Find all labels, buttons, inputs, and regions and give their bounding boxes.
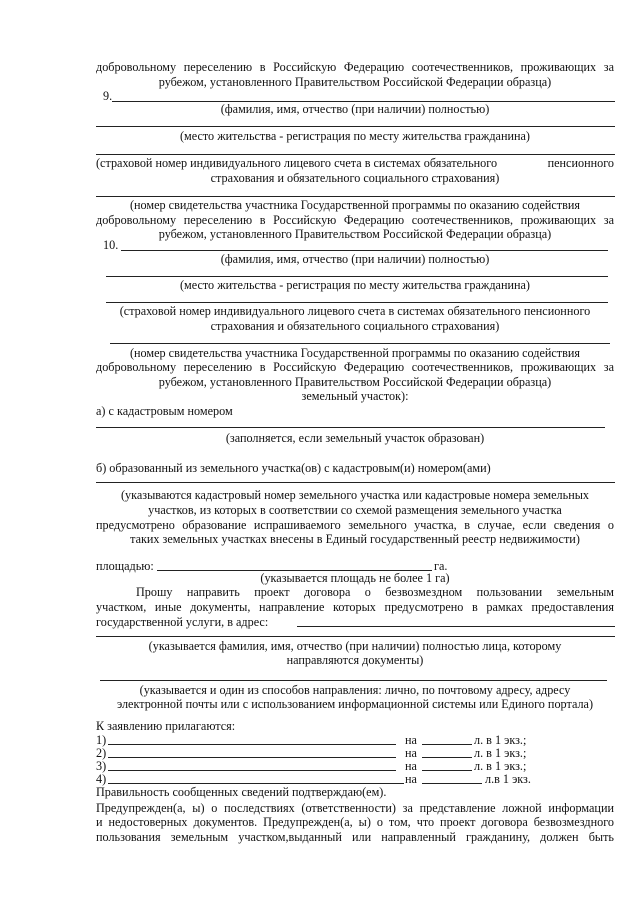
attachments-title: К заявлению прилагаются: [96,719,236,733]
option-b-label: б) образованный из земельного участка(ов) с кадастровым(и) номером(ами) [96,461,491,475]
fill-line-cadastral [96,427,605,428]
caption-snils-4: страхования и обязательного социального страхования) [210,319,500,333]
attachment-pages-line [422,770,472,771]
caption-snils-tail: пенсионного [547,156,614,170]
caption-delivery-1: (указывается и один из способов направления: лично, по почтовому адресу, адресу [139,683,571,697]
caption-cert-3: рубежом, установленного Правительством Российской Федерации образца) [158,227,552,241]
attachment-name-line [108,757,396,758]
caption-area: (указывается площадь не более 1 га) [260,571,450,585]
attachment-na: на [405,746,417,760]
caption-delivery-2: электронной почты или с использованием информационной системы или Единого портала) [116,697,594,711]
caption-option-b-3: предусмотрено образование испрашиваемого земельного участка, в случае, если сведения о [96,518,614,532]
text-line: добровольному переселению в Российскую Федерацию соотечественников, проживающих за [96,60,614,74]
attachment-copies: л. в 1 экз.; [474,759,527,773]
confirmation-line: Правильность сообщенных сведений подтверждаю(ем). [96,785,387,799]
fill-line-delivery [100,680,607,681]
request-line-3: государственной услуги, в адрес: [96,615,269,629]
attachment-na: на [405,733,417,747]
caption-recipient-1: (указывается фамилия, имя, отчество (при наличии) полностью лица, которому [148,639,562,653]
attachment-number: 1) [96,733,107,747]
text-line: рубежом, установленного Правительством Российской Федерации образца) [158,75,552,89]
fill-line-address [297,626,615,627]
caption-cert-4: (номер свидетельства участника Государственной программы по оказанию содействия [129,346,581,360]
land-plot-heading: земельный участок): [301,389,409,403]
caption-cert-2: добровольному переселению в Российскую Федерацию соотечественников, проживающих за [96,213,614,227]
attachment-number: 3) [96,759,107,773]
attachment-copies: л.в 1 экз. [485,772,531,786]
fill-line-residence-2 [106,276,608,277]
caption-snils-main: (страховой номер индивидуального лицевого счета в системах обязательного [96,156,498,170]
warning-line-1: Предупрежден(а, ы) о последствиях (ответственности) за представление ложной информации [96,801,614,815]
fill-line-recipient [96,636,615,637]
caption-recipient-2: направляются документы) [286,653,424,667]
attachment-name-line [108,783,404,784]
caption-residence: (место жительства - регистрация по месту жительства гражданина) [180,129,530,143]
fill-line-fio-2 [121,250,608,251]
fill-line-snils-2 [106,302,608,303]
area-unit: га. [434,559,448,573]
warning-line-3: пользования земельным участком,выданный или направленный гражданину, должен быть [96,830,614,844]
fill-line-cert [96,196,615,197]
attachment-copies: л. в 1 экз.; [474,746,527,760]
attachment-name-line [108,770,396,771]
attachment-pages-line [422,744,472,745]
fill-line-cert-2 [110,343,610,344]
attachment-number: 4) [96,772,107,786]
option-a-label: а) с кадастровым номером [96,404,233,418]
fill-line-source-plots [96,482,615,483]
attachment-na: на [405,759,417,773]
caption-option-b-2: участков, из которых в соответствии со схемой размещения земельного участка [148,503,562,517]
caption-cert-6: рубежом, установленного Правительством Российской Федерации образца) [158,375,552,389]
caption-cert-1: (номер свидетельства участника Государственной программы по оказанию содействия [129,198,581,212]
caption-snils-2: страхования и обязательного социального страхования) [210,171,500,185]
fill-line-snils [96,154,615,155]
attachment-na: на [405,772,417,786]
area-label: площадью: [96,559,154,573]
item-number-9: 9. [103,89,113,103]
caption-fio-2: (фамилия, имя, отчество (при наличии) полностью) [220,252,490,266]
caption-option-a: (заполняется, если земельный участок образован) [225,431,485,445]
caption-snils [96,156,614,171]
item-number-10: 10. [103,238,119,252]
warning-line-2: и недостоверных документов. Предупрежден(а, ы) о том, что проект договора безвозмездного [96,815,614,829]
caption-cert-5: добровольному переселению в Российскую Федерацию соотечественников, проживающих за [96,360,614,374]
attachment-number: 2) [96,746,107,760]
caption-snils-3: (страховой номер индивидуального лицевого счета в системах обязательного пенсионного [119,304,591,318]
fill-line-residence [96,126,615,127]
caption-residence-2: (место жительства - регистрация по месту жительства гражданина) [180,278,530,292]
caption-option-b-1: (указываются кадастровый номер земельного участка или кадастровые номера земельных [120,488,589,502]
caption-option-b-4: таких земельных участках внесены в Единый государственный реестр недвижимости) [130,532,580,546]
attachment-pages-line [422,783,482,784]
request-line-1: Прошу направить проект договора о безвозмездном пользовании земельным [136,585,614,599]
attachment-pages-line [422,757,472,758]
attachment-copies: л. в 1 экз.; [474,733,527,747]
caption-fio: (фамилия, имя, отчество (при наличии) полностью) [220,102,490,116]
attachment-name-line [108,744,396,745]
request-line-2: участком, иные документы, направление которых предусмотрено в рамках предоставления [96,600,614,614]
